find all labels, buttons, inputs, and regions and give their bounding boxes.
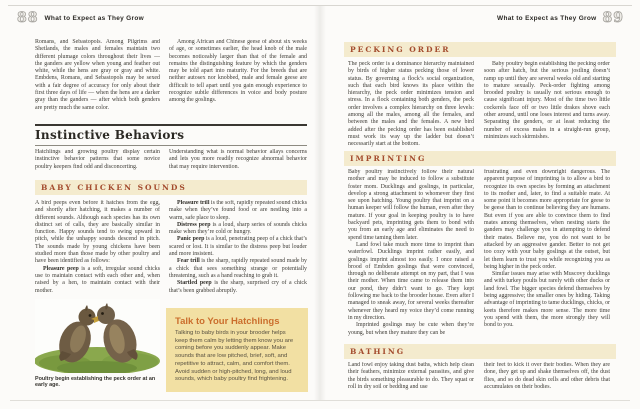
paragraph: Imprinted goslings may be cute when they’re young, but when they mature they can be bbox=[348, 322, 474, 336]
callout-title: Talk to Your Hatchlings bbox=[175, 316, 280, 327]
running-head-right bbox=[497, 11, 624, 25]
sound-text: is the sharp, surprised cry of a chick that’s been grabbed abruptly. bbox=[169, 280, 307, 294]
paragraph: Baby poultry instinctively follow their natural mother and may be induced to follow a substitute foster mom. Ducklings and goslings, in particular, develop a strong attachment to whomever they first see upon hatching. Young poultry that imprint on a human keeper will follow the human, even after they mature. If your goal in keeping poultry is to have backyard pets, imprinting gets them to bond with you from an early age and eliminates the need to spend time taming them later. bbox=[348, 169, 474, 241]
text-column bbox=[484, 362, 610, 396]
callout-body: Talking to baby birds in your brooder helps keep them calm by letting them know you are coming before you suddenly appear. Make sounds that are low pitched, brief, soft, and repetitive to attract, calm, and comfort them. Avoid sudden or high-pitched, long, and loud sounds, which baby poultry find frightening. bbox=[175, 330, 294, 383]
running-title-left: What to Expect as They Grow bbox=[44, 14, 144, 22]
paragraph: their feet to kick it over their bodies. When they are done, they get up and shake themselves off, the dust flies, and so do dead skin cells and other debris that accumulates on their bodies. bbox=[484, 362, 610, 390]
text-column bbox=[348, 362, 474, 396]
page-number-right: 89 bbox=[602, 10, 624, 26]
subsection-heading: BABY CHICKEN SOUNDS bbox=[41, 183, 187, 192]
sounds-column-1 bbox=[35, 200, 160, 296]
callout-box bbox=[166, 308, 308, 392]
text-column bbox=[484, 169, 610, 339]
sound-item bbox=[35, 266, 160, 295]
goslings-photo bbox=[35, 299, 160, 373]
running-head-left bbox=[17, 11, 144, 25]
sound-item bbox=[169, 280, 307, 295]
text-column bbox=[35, 39, 160, 123]
goslings-illustration bbox=[35, 299, 160, 373]
paragraph: Understanding what is normal behavior allays concerns and lets you more readily recognize abnormal behavior that may require intervention. bbox=[169, 149, 307, 170]
text-column bbox=[348, 169, 474, 339]
text-column bbox=[348, 61, 474, 149]
text-column bbox=[35, 149, 160, 176]
sound-term: Distress peep bbox=[177, 221, 211, 228]
bathing-text bbox=[348, 362, 610, 396]
sound-term: Startled peep bbox=[177, 280, 212, 287]
photo-caption: Poultry begin establishing the peck order at an early age. bbox=[35, 376, 156, 389]
running-title-right: What to Expect as They Grow bbox=[497, 14, 597, 22]
subsection-band bbox=[35, 180, 307, 195]
subsection-heading: PECKING ORDER bbox=[350, 45, 451, 54]
sound-item bbox=[169, 258, 307, 280]
paragraph: frustrating and even downright dangerous. The apparent purpose of imprinting is to allow a bird to recognize its own species by forming an attachment to its mother and, later, to find a suitable mate. At some point it becomes more appropriate for geese to be geese than to continue believing they are humans. But even if you are able to convince them to find mates among themselves, when nesting starts the ganders may challenge you in attempting to defend their mates. Believe me, you do not want to be attacked by an aggressive gander. Better to not get too cozy with your baby goslings at the outset, but let them learn to trust you while recognizing you as being higher in the peck order. bbox=[484, 169, 610, 270]
sound-text: is a loud, sharp series of sounds chicks make when they’re cold or hungry. bbox=[169, 221, 307, 236]
sounds-column-2 bbox=[169, 200, 307, 304]
paragraph: Similar issues may arise with Muscovy ducklings and with turkey poults but rarely with other ducks or land fowl. The bigger species defend themselves by being aggressive; the smaller ones by hiding. Taking advantage of imprinting to tame ducklings, chicks, or keets therefore makes more sense. The more time you spend with them, the more strongly they will bond to you. bbox=[484, 271, 610, 329]
text-column bbox=[169, 149, 307, 176]
sound-text: is a loud, penetrating peep of a chick that’s scared or lost. It is similar to the distress peep but louder and more insistent. bbox=[169, 236, 307, 258]
pecking-order-text bbox=[348, 61, 610, 149]
paragraph: Land fowl enjoy taking dust baths, which help clean their feathers, minimize external parasites, and give the birds something pleasurable to do. They squat or roll in dry soil or bedding and use bbox=[348, 362, 474, 390]
paragraph: The peck order is a dominance hierarchy maintained by birds of higher status pecking those of lower status. By governing a flock’s social organization, such that each bird knows its place within the hierarchy, the peck order minimizes tension and stress. In a flock containing both genders, the peck order involves a complex hierarchy on three levels: among all the males, among all the females, and between the males and the females. A new bird added after the pecking order has been established must work its way up the ladder but doesn’t necessarily start at the bottom. bbox=[348, 61, 474, 148]
paragraph: Baby poultry begin establishing the pecking order soon after hatch, but the serious jostling doesn’t ramp up until they are several weeks old and starting to mature sexually. Peck-order fighting among brooded poultry is usually not serious enough to cause significant injury. Most of the time two little cockerels face off or two little drakes shove each other around, until one loses interest and turns away. Separating the genders, or at least reducing the number of excess males in a straight-run group, minimizes such skirmishes. bbox=[484, 61, 610, 140]
paragraph: Hatchlings and growing poultry display certain instinctive behavior patterns that some novice poultry keepers find odd and disconcerting. bbox=[35, 149, 160, 170]
paragraph: Land fowl take much more time to imprint than waterfowl. Ducklings imprint rather easily, and goslings imprint almost too easily. I once raised a brood of Embden goslings that were convinced, through no deliberate attempt on my part, that I was their mother. When time came to release them into our pond, they didn’t want to go. They kept following me back to the brooder house. Even after I managed to sneak away, for several weeks thereafter whenever they heard my voice they’d come running in my direction. bbox=[348, 241, 474, 321]
subsection-band bbox=[344, 344, 616, 359]
paragraph: Among African and Chinese geese of about six weeks of age, or sometimes earlier, the head knob of the male becomes noticeably larger than that of the female and remains the distinguishing feature by which the genders may be told apart into maturity. For the breeds that are neither autosex nor knobbed, male and female geese are difficult to tell apart until you gain enough experience to recognize subtle differences in voice and body posture among the goslings. bbox=[169, 39, 307, 104]
sound-term: Fear trill bbox=[177, 258, 200, 265]
sound-item bbox=[169, 236, 307, 258]
text-column bbox=[169, 39, 307, 123]
imprinting-text bbox=[348, 169, 610, 339]
sound-item bbox=[169, 222, 307, 237]
continued-paragraphs bbox=[35, 39, 307, 123]
sound-term: Pleasure peep bbox=[43, 265, 79, 272]
sound-text: is the sharp, rapidly repeated sound made by a chick that sees something strange or potentially threatening, such as a hand reaching to grab it. bbox=[169, 258, 307, 279]
subsection-heading: IMPRINTING bbox=[350, 154, 427, 163]
sound-text: is a soft, irregular sound chicks use to maintain contact with each other and, when raised by a hen, to maintain contact with their mother. bbox=[35, 265, 160, 294]
section-heading: Instinctive Behaviors bbox=[35, 128, 185, 142]
sound-item bbox=[169, 200, 307, 222]
paragraph: Romans, and Sebastopols. Among Pilgrims and Shetlands, the males and females maintain two different plumage colors throughout their lives — the ganders are yellow when young and feather out white, while the hens are gray or gray and white. Embdens, Romans, and Sebastopols may be sexed with a fair degree of accuracy for only about their first three days of life — when the hens are a darker gray than the ganders — after which both genders are pretty much the same color. bbox=[35, 39, 160, 111]
subsection-band bbox=[344, 151, 616, 166]
subsection-heading: BATHING bbox=[350, 347, 406, 356]
subsection-band bbox=[344, 42, 616, 57]
section-heading-block bbox=[35, 124, 307, 146]
page-number-left: 88 bbox=[17, 10, 39, 26]
text-column bbox=[484, 61, 610, 149]
sound-term: Panic peep bbox=[177, 236, 205, 243]
page-right bbox=[322, 0, 640, 409]
section-intro bbox=[35, 149, 307, 176]
sound-text: is the soft, rapidly repeated sound chicks make when they’ve found food or are nestling into a warm, safe place to sleep. bbox=[169, 200, 307, 221]
page-left bbox=[0, 0, 318, 409]
paragraph: A bird peeps even before it hatches from the egg, and shortly after hatching, it makes a number of different sounds. Although each species has its own distinct set of calls, they are basically similar in function. Happy sounds tend to swing upward in pitch, while the unhappy sounds descend in pitch. The sounds made by young chickens have been studied more than those made by other poultry and have been identified as follows: bbox=[35, 200, 160, 265]
sound-term: Pleasure trill bbox=[177, 200, 210, 206]
